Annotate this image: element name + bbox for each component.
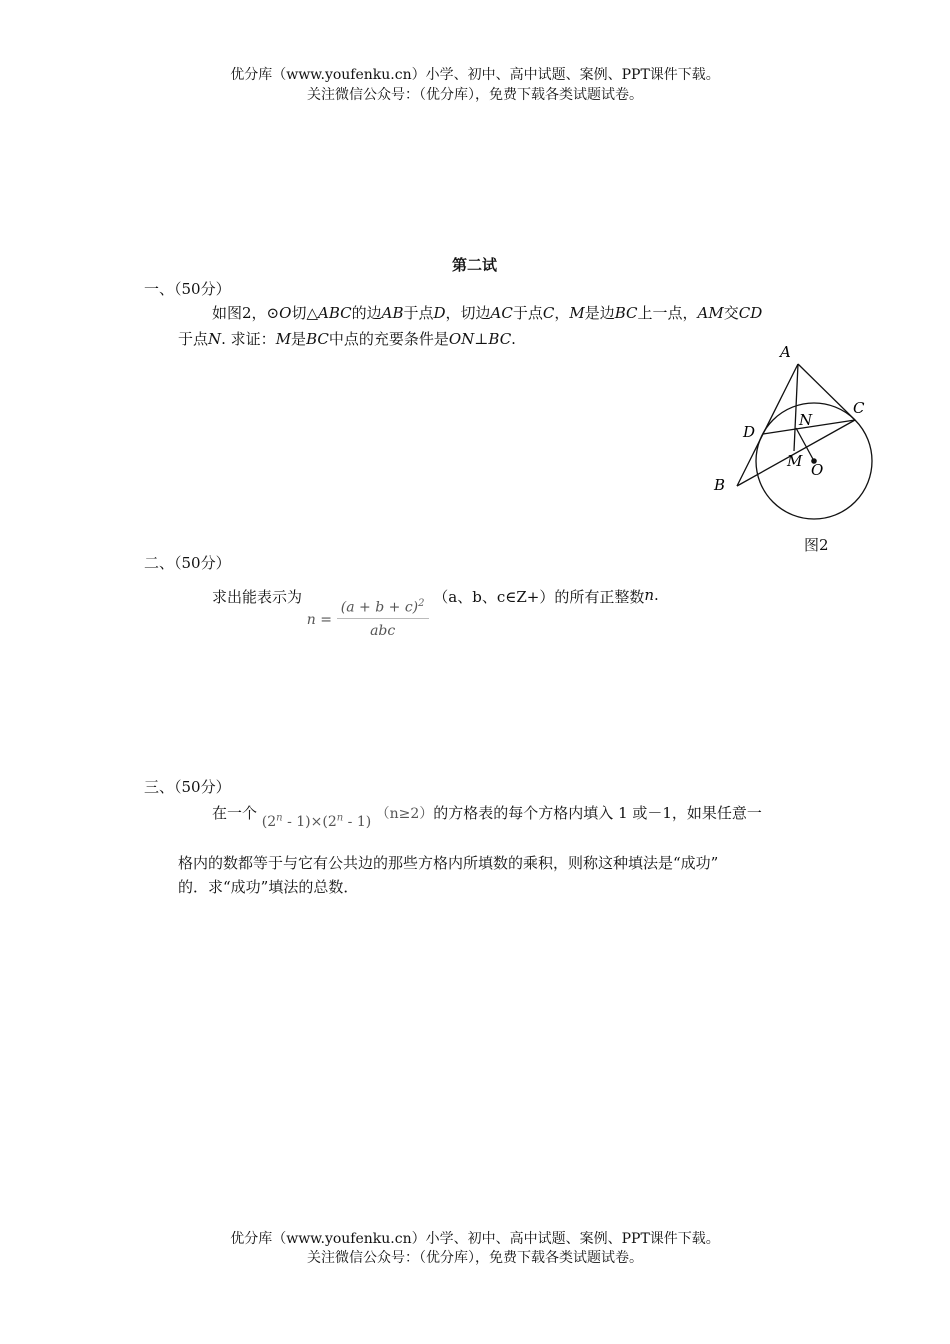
q1-line-1: 如图2，⊙O切△ABC的边AB于点D，切边AC于点C，M是边BC上一点，AM交CD xyxy=(212,304,763,322)
header-line-1: 优分库（www.youfenku.cn）小学、初中、高中试题、案例、PPT课件下载。 xyxy=(230,67,720,83)
label-b: B xyxy=(714,476,726,494)
q2-fraction: $\frac{(a + b + c)^2}{\text{abc}}$ xyxy=(337,598,429,639)
q3-line-1: 在一个 $(2^n - 1)\times(2^n - 1)$ （n≥2）的方格表的每个方格内填入 1 或－1，如果任意一 xyxy=(212,804,762,830)
q2-line: 求出能表示为 n = $\frac{(a + b + c)^2}{\text{abc}}$ （a、b、c∈Z+）的所有正整数n. xyxy=(212,586,659,639)
label-o: O xyxy=(811,461,824,479)
figure-caption: 图2 xyxy=(804,536,829,554)
label-n: N xyxy=(799,411,813,429)
line-am xyxy=(794,364,798,451)
q1-line-2: 于点N. 求证：M是BC中点的充要条件是ON⊥BC. xyxy=(178,330,516,348)
label-d: D xyxy=(743,423,756,441)
label-c: C xyxy=(853,399,865,417)
header-line-2: 关注微信公众号：（优分库），免费下载各类试题试卷。 xyxy=(307,87,643,103)
q3-label: 三、（50分） xyxy=(144,778,231,796)
footer-line-1: 优分库（www.youfenku.cn）小学、初中、高中试题、案例、PPT课件下载。 xyxy=(230,1231,720,1247)
q3-line-2: 格内的数都等于与它有公共边的那些方格内所填数的乘积，则称这种填法是“成功” xyxy=(178,854,719,872)
q1-label: 一、（50分） xyxy=(144,280,231,298)
q2-label: 二、（50分） xyxy=(144,554,231,572)
label-a: A xyxy=(780,343,791,361)
footer-line-2: 关注微信公众号：（优分库），免费下载各类试题试卷。 xyxy=(307,1250,643,1266)
section-title: 第二试 xyxy=(452,256,498,274)
label-m: M xyxy=(787,452,803,470)
q3-expression: $(2^n - 1)\times(2^n - 1)$ xyxy=(261,812,372,830)
q3-line-3: 的．求“成功”填法的总数． xyxy=(178,878,359,896)
geometry-figure xyxy=(700,335,900,565)
